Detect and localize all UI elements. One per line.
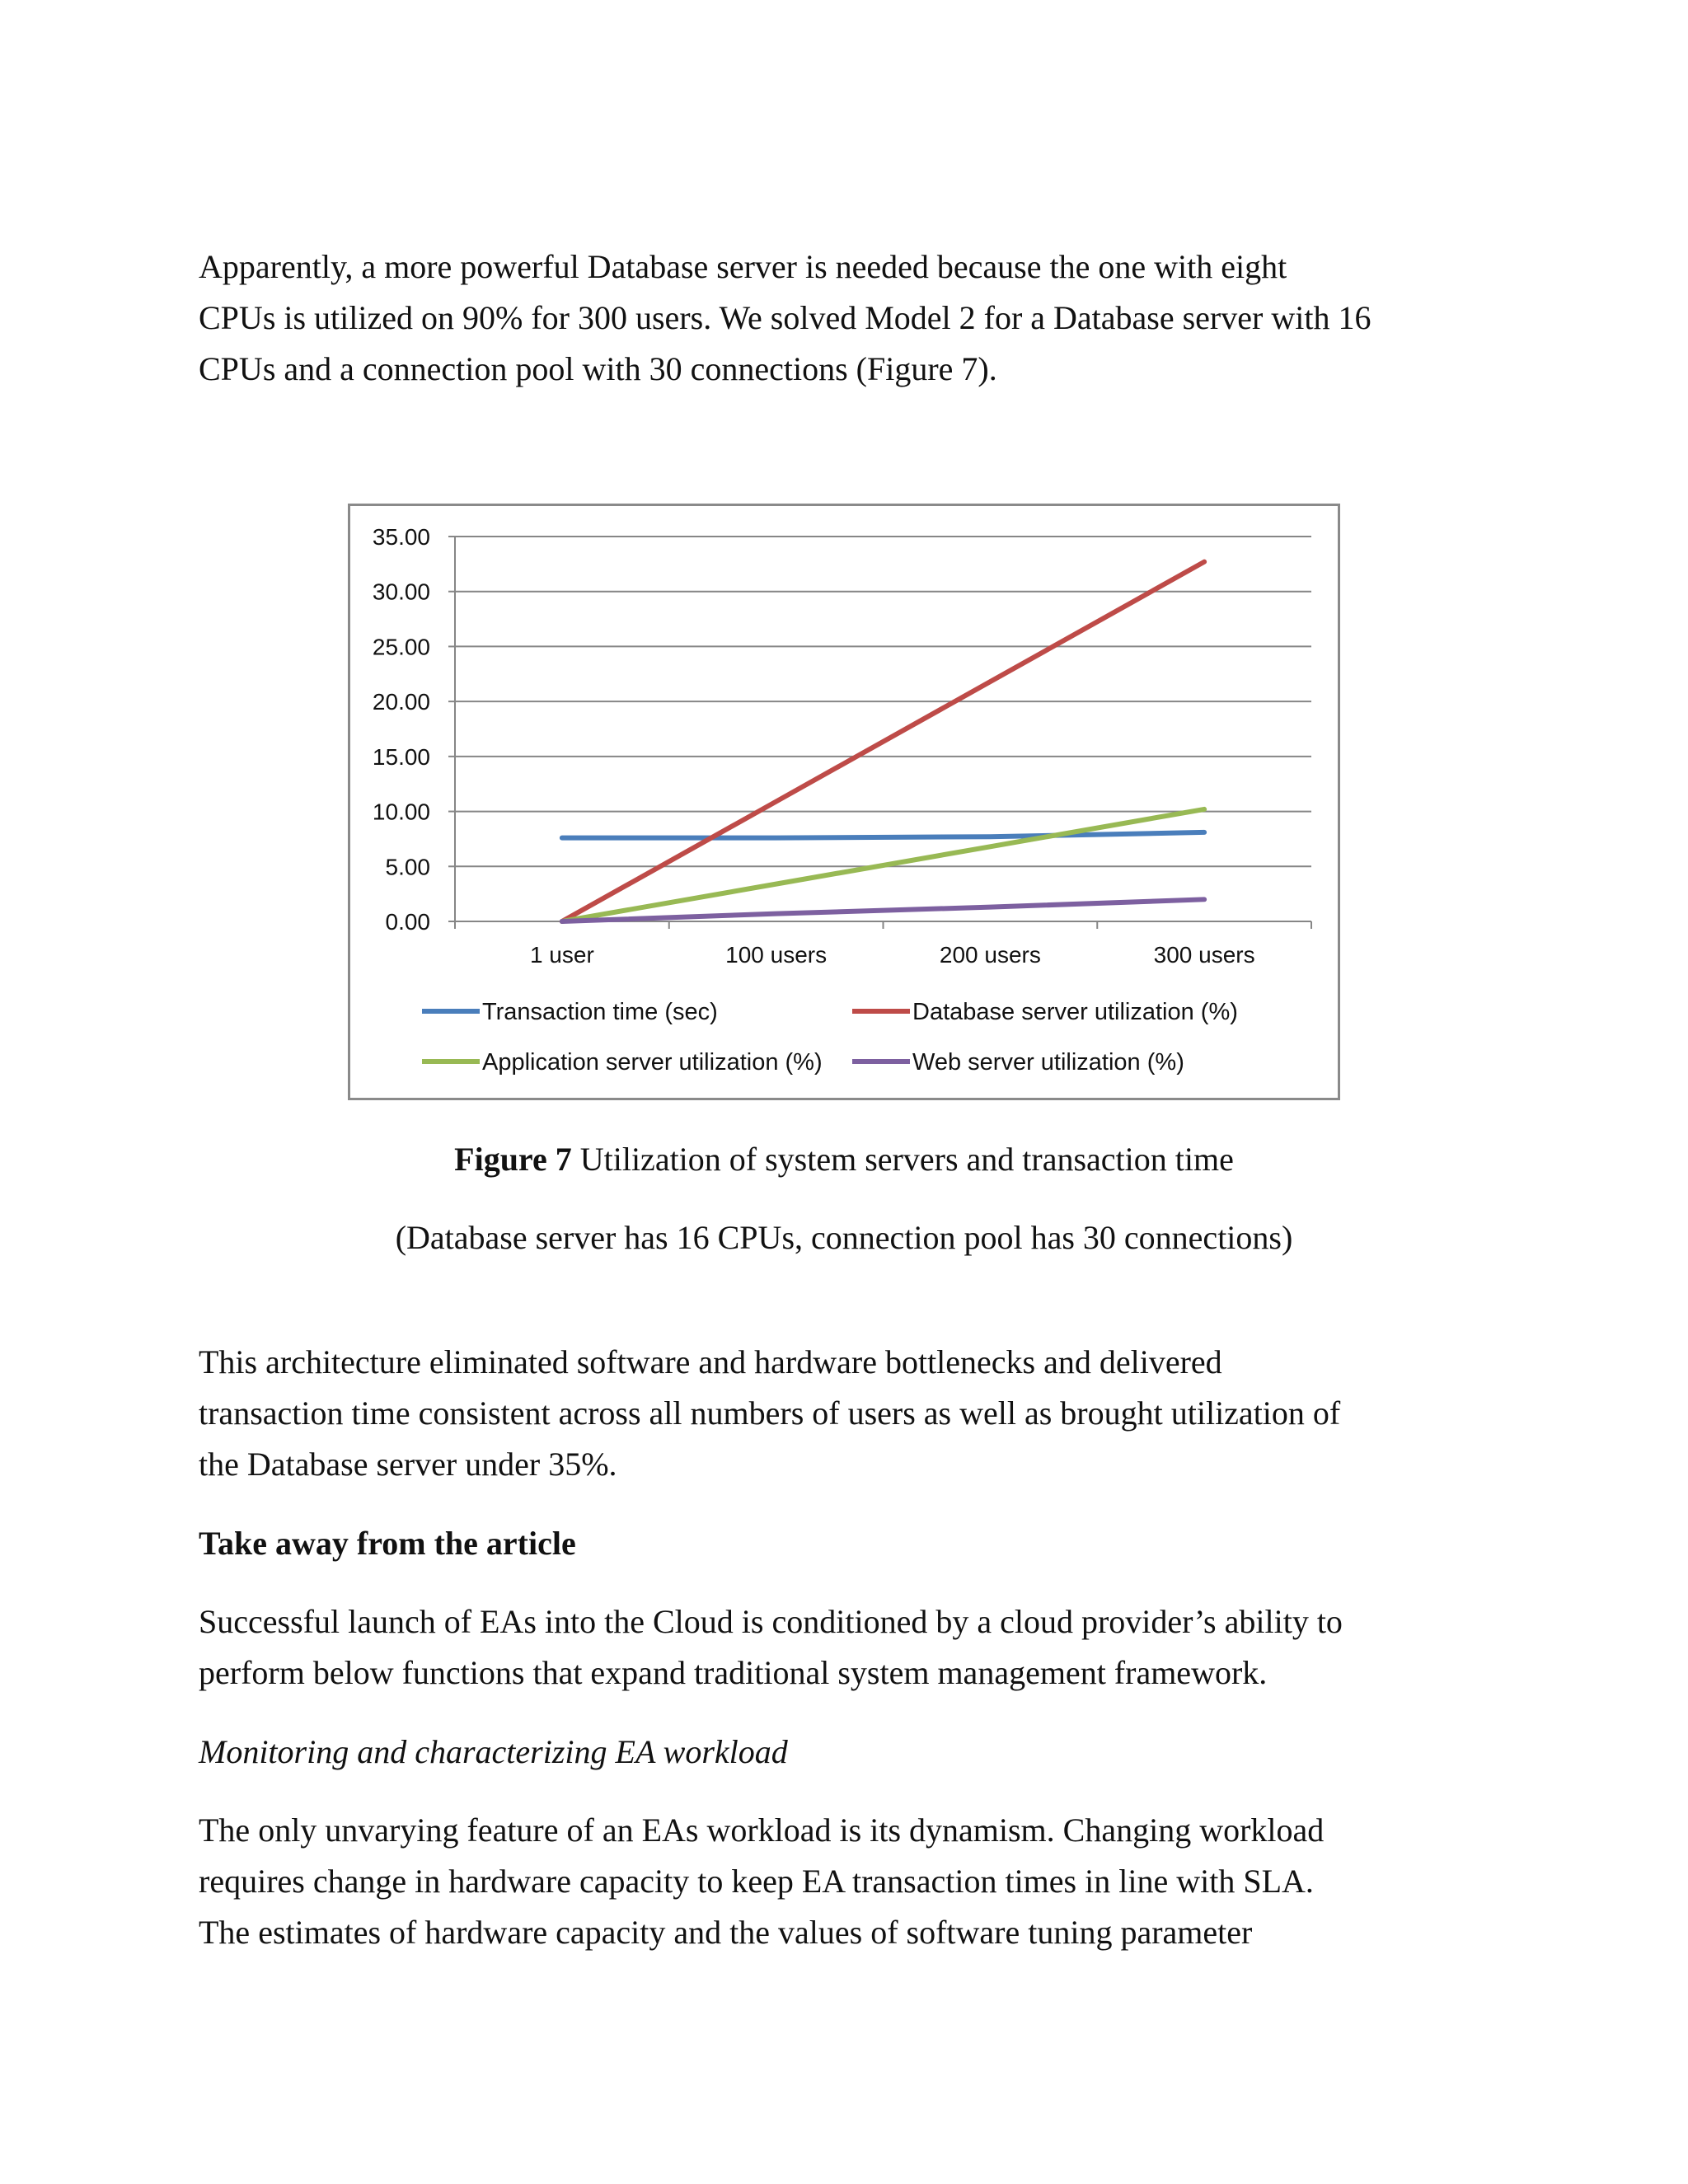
- monitoring-paragraph: [199, 1805, 1509, 1958]
- x-tick-label: 1 user: [529, 942, 594, 968]
- y-tick-label: 5.00: [385, 854, 430, 880]
- legend-label: Application server utilization (%): [482, 1049, 823, 1076]
- y-tick-label: 0.00: [385, 909, 430, 935]
- x-tick-label: 200 users: [939, 942, 1041, 968]
- legend-label: Web server utilization (%): [912, 1049, 1184, 1076]
- y-tick-label: 10.00: [372, 799, 430, 825]
- monitoring-line: requires change in hardware capacity to keep EA transaction times in line with SLA.: [199, 1863, 1314, 1900]
- chart-canvas: [350, 506, 1338, 1098]
- series-line: [562, 832, 1204, 838]
- result-line: This architecture eliminated software and hardware bottlenecks and delivered: [199, 1343, 1222, 1380]
- y-tick-label: 35.00: [372, 524, 430, 550]
- y-tick-label: 25.00: [372, 634, 430, 660]
- takeaway-paragraph: [199, 1596, 1509, 1699]
- result-line: transaction time consistent across all numbers of users as well as brought utilization of: [199, 1394, 1341, 1432]
- result-line: the Database server under 35%.: [199, 1446, 617, 1483]
- figure-caption: [0, 1134, 1688, 1185]
- intro-line: Apparently, a more powerful Database server is needed because the one with eight: [199, 248, 1287, 285]
- intro-line: CPUs is utilized on 90% for 300 users. We solved Model 2 for a Database server with 16: [199, 299, 1372, 336]
- figure-subcaption: (Database server has 16 CPUs, connection pool has 30 connections): [395, 1219, 1293, 1256]
- legend-label: Transaction time (sec): [482, 999, 718, 1025]
- takeaway-line: Successful launch of EAs into the Cloud is conditioned by a cloud provider’s ability to: [199, 1603, 1343, 1640]
- figure-7-chart: [348, 504, 1340, 1100]
- takeaway-line: perform below functions that expand traditional system management framework.: [199, 1654, 1268, 1691]
- y-tick-label: 20.00: [372, 689, 430, 715]
- result-paragraph: [199, 1337, 1509, 1490]
- monitoring-line: The only unvarying feature of an EAs workload is its dynamism. Changing workload: [199, 1811, 1325, 1849]
- monitoring-line: The estimates of hardware capacity and the values of software tuning parameter: [199, 1914, 1253, 1951]
- subsection-heading: Monitoring and characterizing EA workload: [199, 1733, 788, 1770]
- y-tick-label: 15.00: [372, 743, 430, 770]
- x-tick-label: 300 users: [1153, 942, 1255, 968]
- x-tick-label: 100 users: [725, 942, 828, 968]
- figure-caption-text: Utilization of system servers and transaction time: [571, 1141, 1234, 1178]
- legend-label: Database server utilization (%): [912, 999, 1238, 1025]
- intro-paragraph: [199, 241, 1509, 395]
- y-tick-label: 30.00: [372, 579, 430, 605]
- section-heading: Take away from the article: [199, 1525, 576, 1562]
- figure-label: Figure 7: [454, 1141, 572, 1178]
- intro-line: CPUs and a connection pool with 30 connections (Figure 7).: [199, 350, 997, 387]
